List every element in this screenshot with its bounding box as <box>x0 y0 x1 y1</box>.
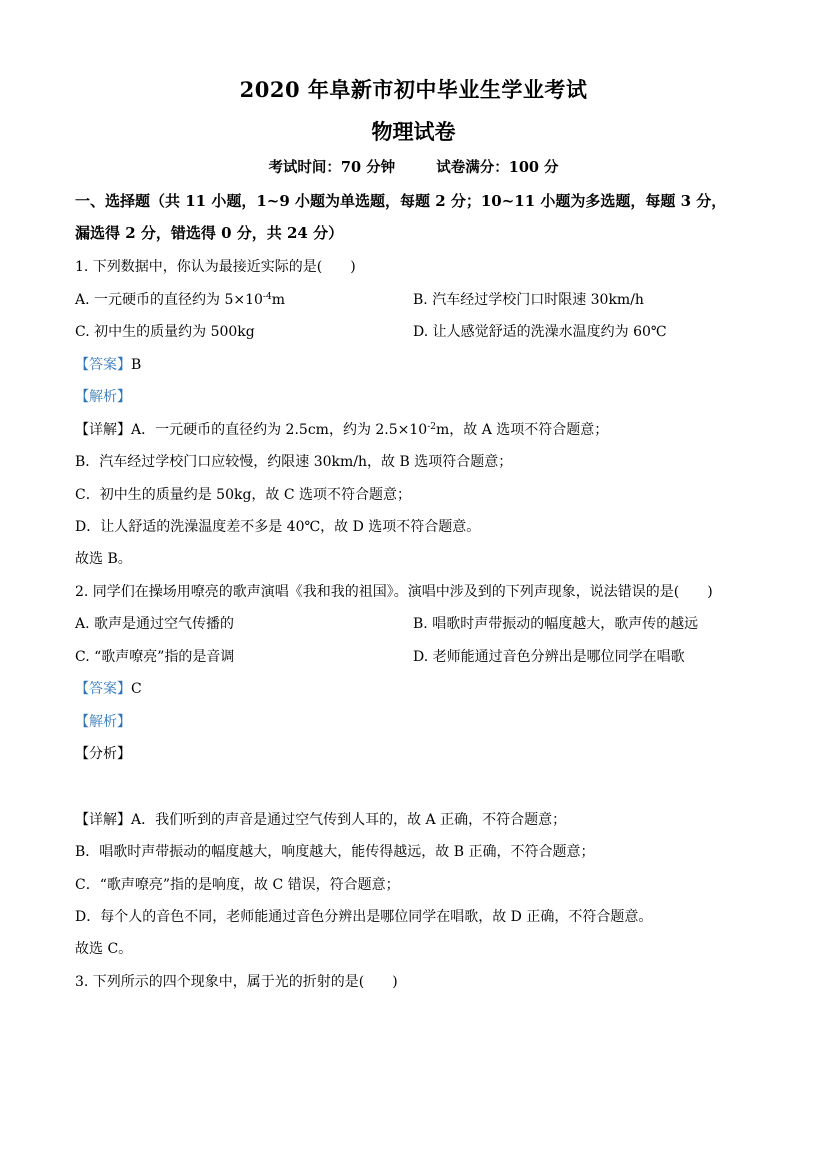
q1-answer <box>75 354 141 374</box>
q2-answer-tag: 【答案】 <box>75 681 131 697</box>
q1-conclusion: 故选 B。 <box>75 551 132 567</box>
q2-detail-3: C．“歌声嘹亮”指的是响度，故 C 错误，符合题意； <box>75 877 400 893</box>
exam-time: 考试时间：70 分钟 <box>268 159 396 176</box>
q1-detail-1 <box>75 419 608 439</box>
section-heading-line2: 漏选得 2 分，错选得 0 分，共 24 分） <box>75 224 344 242</box>
q3-stem: 3. 下列所示的四个现象中，属于光的折射的是( ) <box>75 974 398 990</box>
q2-detail-4: D．每个人的音色不同，老师能通过音色分辨出是哪位同学在唱歌，故 D 正确，不符合题意。 <box>75 909 653 925</box>
q1-analysis-tag: 【解析】 <box>75 389 131 405</box>
q2-conclusion: 故选 C。 <box>75 941 133 957</box>
q1-answer-value: B <box>131 357 142 373</box>
q1-detail-2: B．汽车经过学校门口应较慢，约限速 30km/h，故 B 选项符合题意； <box>75 454 513 470</box>
q2-analysis-tag: 【解析】 <box>75 714 131 730</box>
q2-option-d: D. 老师能通过音色分辨出是哪位同学在唱歌 <box>413 649 685 665</box>
q1-detail-4: D．让人舒适的洗澡温度差不多是 40℃，故 D 选项不符合题意。 <box>75 519 481 535</box>
q1-detail-3: C．初中生的质量约是 50kg，故 C 选项不符合题意； <box>75 487 412 503</box>
q1-detail-1-text: A．一元硬币的直径约为 2.5cm，约为 2.5×10 <box>131 422 428 438</box>
q2-option-a: A. 歌声是通过空气传播的 <box>75 616 235 632</box>
q2-stem: 2. 同学们在操场用嘹亮的歌声演唱《我和我的祖国》。演唱中涉及到的下列声现象，说法错误的是( ) <box>75 584 713 600</box>
q1-detail-1-exponent: -2 <box>427 422 436 432</box>
q1-detail-tag: 【详解】 <box>75 422 131 438</box>
section-heading-line1: 一、选择题（共 11 小题，1~9 小题为单选题，每题 2 分；10~11 小题为多选题，每题 3 分， <box>75 192 727 210</box>
q2-detail-tag: 【详解】 <box>75 812 131 828</box>
exam-score: 试卷满分：100 分 <box>436 159 559 176</box>
q1-option-d: D. 让人感觉舒适的洗澡水温度约为 60℃ <box>413 324 667 340</box>
q1-option-b: B. 汽车经过学校门口时限速 30km/h <box>413 292 644 308</box>
exam-title: 2020 年阜新市初中毕业生学业考试 <box>239 77 588 102</box>
q1-option-a-text: A. 一元硬币的直径约为 5×10 <box>75 292 263 308</box>
q1-detail-1-end: m，故 A 选项不符合题意； <box>435 422 609 438</box>
q2-answer-value: C <box>131 681 142 697</box>
q2-detail-1-text: A．我们听到的声音是通过空气传到人耳的，故 A 正确，不符合题意； <box>131 812 567 828</box>
q1-option-a-exponent: -4 <box>262 292 272 302</box>
q1-option-a-unit: m <box>271 292 285 308</box>
q2-option-b: B. 唱歌时声带振动的幅度越大，歌声传的越远 <box>413 616 699 632</box>
exam-subtitle: 物理试卷 <box>371 119 456 144</box>
q2-option-c: C. “歌声嘹亮”指的是音调 <box>75 649 235 665</box>
q2-detail-2: B．唱歌时声带振动的幅度越大，响度越大，能传得越远，故 B 正确，不符合题意； <box>75 844 595 860</box>
q1-option-a <box>75 289 285 309</box>
q2-answer <box>75 678 142 698</box>
q1-stem: 1. 下列数据中，你认为最接近实际的是( ) <box>75 259 356 275</box>
exam-meta <box>0 156 827 177</box>
q1-option-c: C. 初中生的质量约为 500kg <box>75 324 255 340</box>
q2-fenxi-tag: 【分析】 <box>75 746 131 762</box>
q1-answer-tag: 【答案】 <box>75 357 131 373</box>
q2-detail-1 <box>75 809 566 829</box>
